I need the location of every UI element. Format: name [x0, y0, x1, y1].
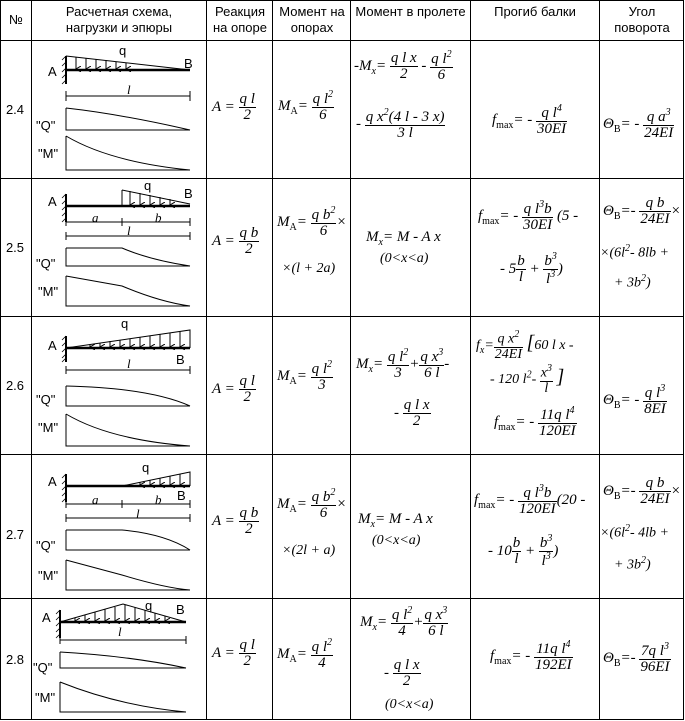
label-B: B: [176, 352, 185, 367]
deflection-formula-cont: - 10 $\frac{b}{l}$ + $\frac{b^3}{l^3}$ ): [488, 533, 559, 569]
reaction-formula: A = $\frac{\text{q l}}{2}$: [212, 637, 255, 669]
support-moment-formula-cont: ×(2l + a): [282, 543, 336, 558]
support-moment-formula: $M_A=$ $\frac{q l^2}{6}$: [278, 89, 334, 123]
row-number: 2.5: [5, 240, 25, 255]
header-deflection: Прогиб балки: [494, 4, 576, 19]
label-M: "M": [38, 568, 59, 583]
deflection-formula: $f_{max}=$ - $\frac{q l^3b}{30EI}$ (5 -: [478, 199, 579, 233]
label-l: l: [127, 356, 131, 371]
support-moment-formula-cont: ×(l + 2a): [282, 261, 336, 276]
label-B: B: [176, 602, 185, 617]
label-b: b: [155, 492, 162, 507]
label-Q: "Q": [36, 256, 56, 271]
label-Q: "Q": [36, 118, 56, 133]
label-q: q: [142, 460, 150, 475]
label-a: a: [92, 210, 99, 225]
support-moment-formula: $M_A=$ $\frac{q l^2}{3}$: [277, 359, 333, 393]
header-moment-span: Момент в пролете: [355, 4, 466, 19]
label-Q: "Q": [36, 392, 56, 407]
rotation-formula: $\Theta_B=$ - $\frac{q a^3}{24EI}$: [603, 107, 674, 141]
label-M: "M": [38, 284, 59, 299]
rotation-formula-cont2: + $3b^2$): [614, 555, 651, 573]
label-B: B: [184, 186, 193, 201]
span-range: (0<x<a): [380, 251, 429, 266]
label-A: A: [48, 474, 57, 489]
span-moment-formula-cont: - $\frac{\text{q l x}}{2}$: [384, 657, 420, 689]
label-l: l: [136, 506, 140, 521]
header-moment-support: Момент на опорах: [279, 4, 345, 35]
deflection-formula: $f_{max}=$ - $\frac{q l^3b}{120EI}$ (20 -: [474, 483, 586, 517]
label-M: "M": [38, 146, 59, 161]
deflection-fx-formula-cont: - 120 $l^2-$ $\frac{x^3}{l}$ ]: [490, 363, 565, 396]
rotation-formula: $\Theta_B=-$ $\frac{7q l^3}{96EI}$: [603, 641, 670, 675]
label-A: A: [48, 64, 57, 79]
span-moment-formula: $M_x=$ $\frac{q l^2}{3}$ + $\frac{q x^3}{6 l}$ -: [356, 347, 450, 381]
label-a: a: [92, 492, 99, 507]
rotation-formula: $\Theta_B=-$ $\frac{\text{q b}}{24EI}$ ×: [603, 195, 681, 227]
reaction-formula: A = $\frac{\text{q l}}{2}$: [212, 373, 255, 405]
rotation-formula: $\Theta_B=-$ $\frac{\text{q b}}{24EI}$ ×: [603, 475, 681, 507]
label-A: A: [48, 194, 57, 209]
support-moment-formula: $M_A=$ $\frac{q b^2}{6}$ ×: [277, 205, 347, 239]
row-number: 2.8: [5, 652, 25, 667]
reaction-formula: A = $\frac{\text{q b}}{2}$: [212, 225, 259, 257]
support-moment-formula: $M_A=$ $\frac{q l^2}{4}$: [277, 637, 333, 671]
label-l: l: [127, 223, 131, 238]
label-q: q: [144, 178, 152, 193]
label-B: B: [177, 488, 186, 503]
header-no: №: [9, 12, 23, 27]
label-q: q: [119, 43, 127, 58]
rotation-formula-cont: $\times(6l^2-$ 8lb +: [600, 243, 669, 261]
deflection-formula-cont: - 5 $\frac{b}{l}$ + $\frac{b^3}{l^3}$ ): [500, 251, 563, 287]
row-number: 2.4: [5, 102, 25, 117]
deflection-formula: $f_{max}=$ - $\frac{11q l^4}{120EI}$: [494, 405, 576, 439]
support-moment-formula: $M_A=$ $\frac{q b^2}{6}$ ×: [277, 487, 347, 521]
label-l: l: [127, 82, 131, 97]
header-scheme: Расчетная схема, нагрузки и эпюры: [65, 4, 173, 35]
rotation-formula: $\Theta_B=$ - $\frac{q l^3}{8EI}$: [603, 383, 666, 417]
header-rotation: Угол поворота: [614, 4, 670, 35]
deflection-fx-formula: $f_x=$ $\frac{q x^2}{24EI}$ [60 l x -: [476, 329, 574, 362]
span-moment-formula-cont: - $\frac{\text{q l x}}{2}$: [394, 397, 430, 429]
rotation-formula-cont2: + $3b^2$): [614, 273, 651, 291]
rotation-formula-cont: $\times(6l^2-$ 4lb +: [600, 523, 669, 541]
deflection-formula: $f_{max}=$ - $\frac{q l^4}{30EI}$: [492, 103, 567, 137]
label-Q: "Q": [36, 538, 56, 553]
span-range: (0<x<a): [372, 533, 421, 548]
row-number: 2.7: [5, 527, 25, 542]
span-moment-formula-cont: - $\frac{q x^2(4 l - 3 x)}{3 l}$: [356, 107, 445, 141]
label-q: q: [145, 598, 153, 613]
reaction-formula: A = $\frac{\text{q l}}{2}$: [212, 91, 255, 123]
span-moment-formula: $-M_x=$ $\frac{\text{q l x}}{2}$ - $\frac{q l^2}{6}$: [354, 49, 452, 83]
header-reaction: Реакция на опоре: [213, 4, 267, 35]
label-b: b: [155, 210, 162, 225]
span-moment-formula: $M_x= M - A$ x: [358, 511, 433, 530]
label-Q: "Q": [33, 660, 53, 675]
span-range: (0<x<a): [385, 697, 434, 712]
label-M: "M": [35, 690, 56, 705]
row-number: 2.6: [5, 378, 25, 393]
label-A: A: [42, 610, 51, 625]
label-l: l: [118, 624, 122, 639]
deflection-formula: $f_{max}=$ - $\frac{11q l^4}{192EI}$: [490, 639, 572, 673]
label-M: "M": [38, 420, 59, 435]
label-B: B: [184, 56, 193, 71]
label-q: q: [121, 316, 129, 331]
span-moment-formula: $M_x= M - A$ x: [366, 229, 441, 248]
span-moment-formula: $M_x=$ $\frac{q l^2}{4}$ + $\frac{q x^3}{6 l}$: [360, 605, 448, 639]
label-A: A: [48, 338, 57, 353]
reaction-formula: A = $\frac{\text{q b}}{2}$: [212, 505, 259, 537]
